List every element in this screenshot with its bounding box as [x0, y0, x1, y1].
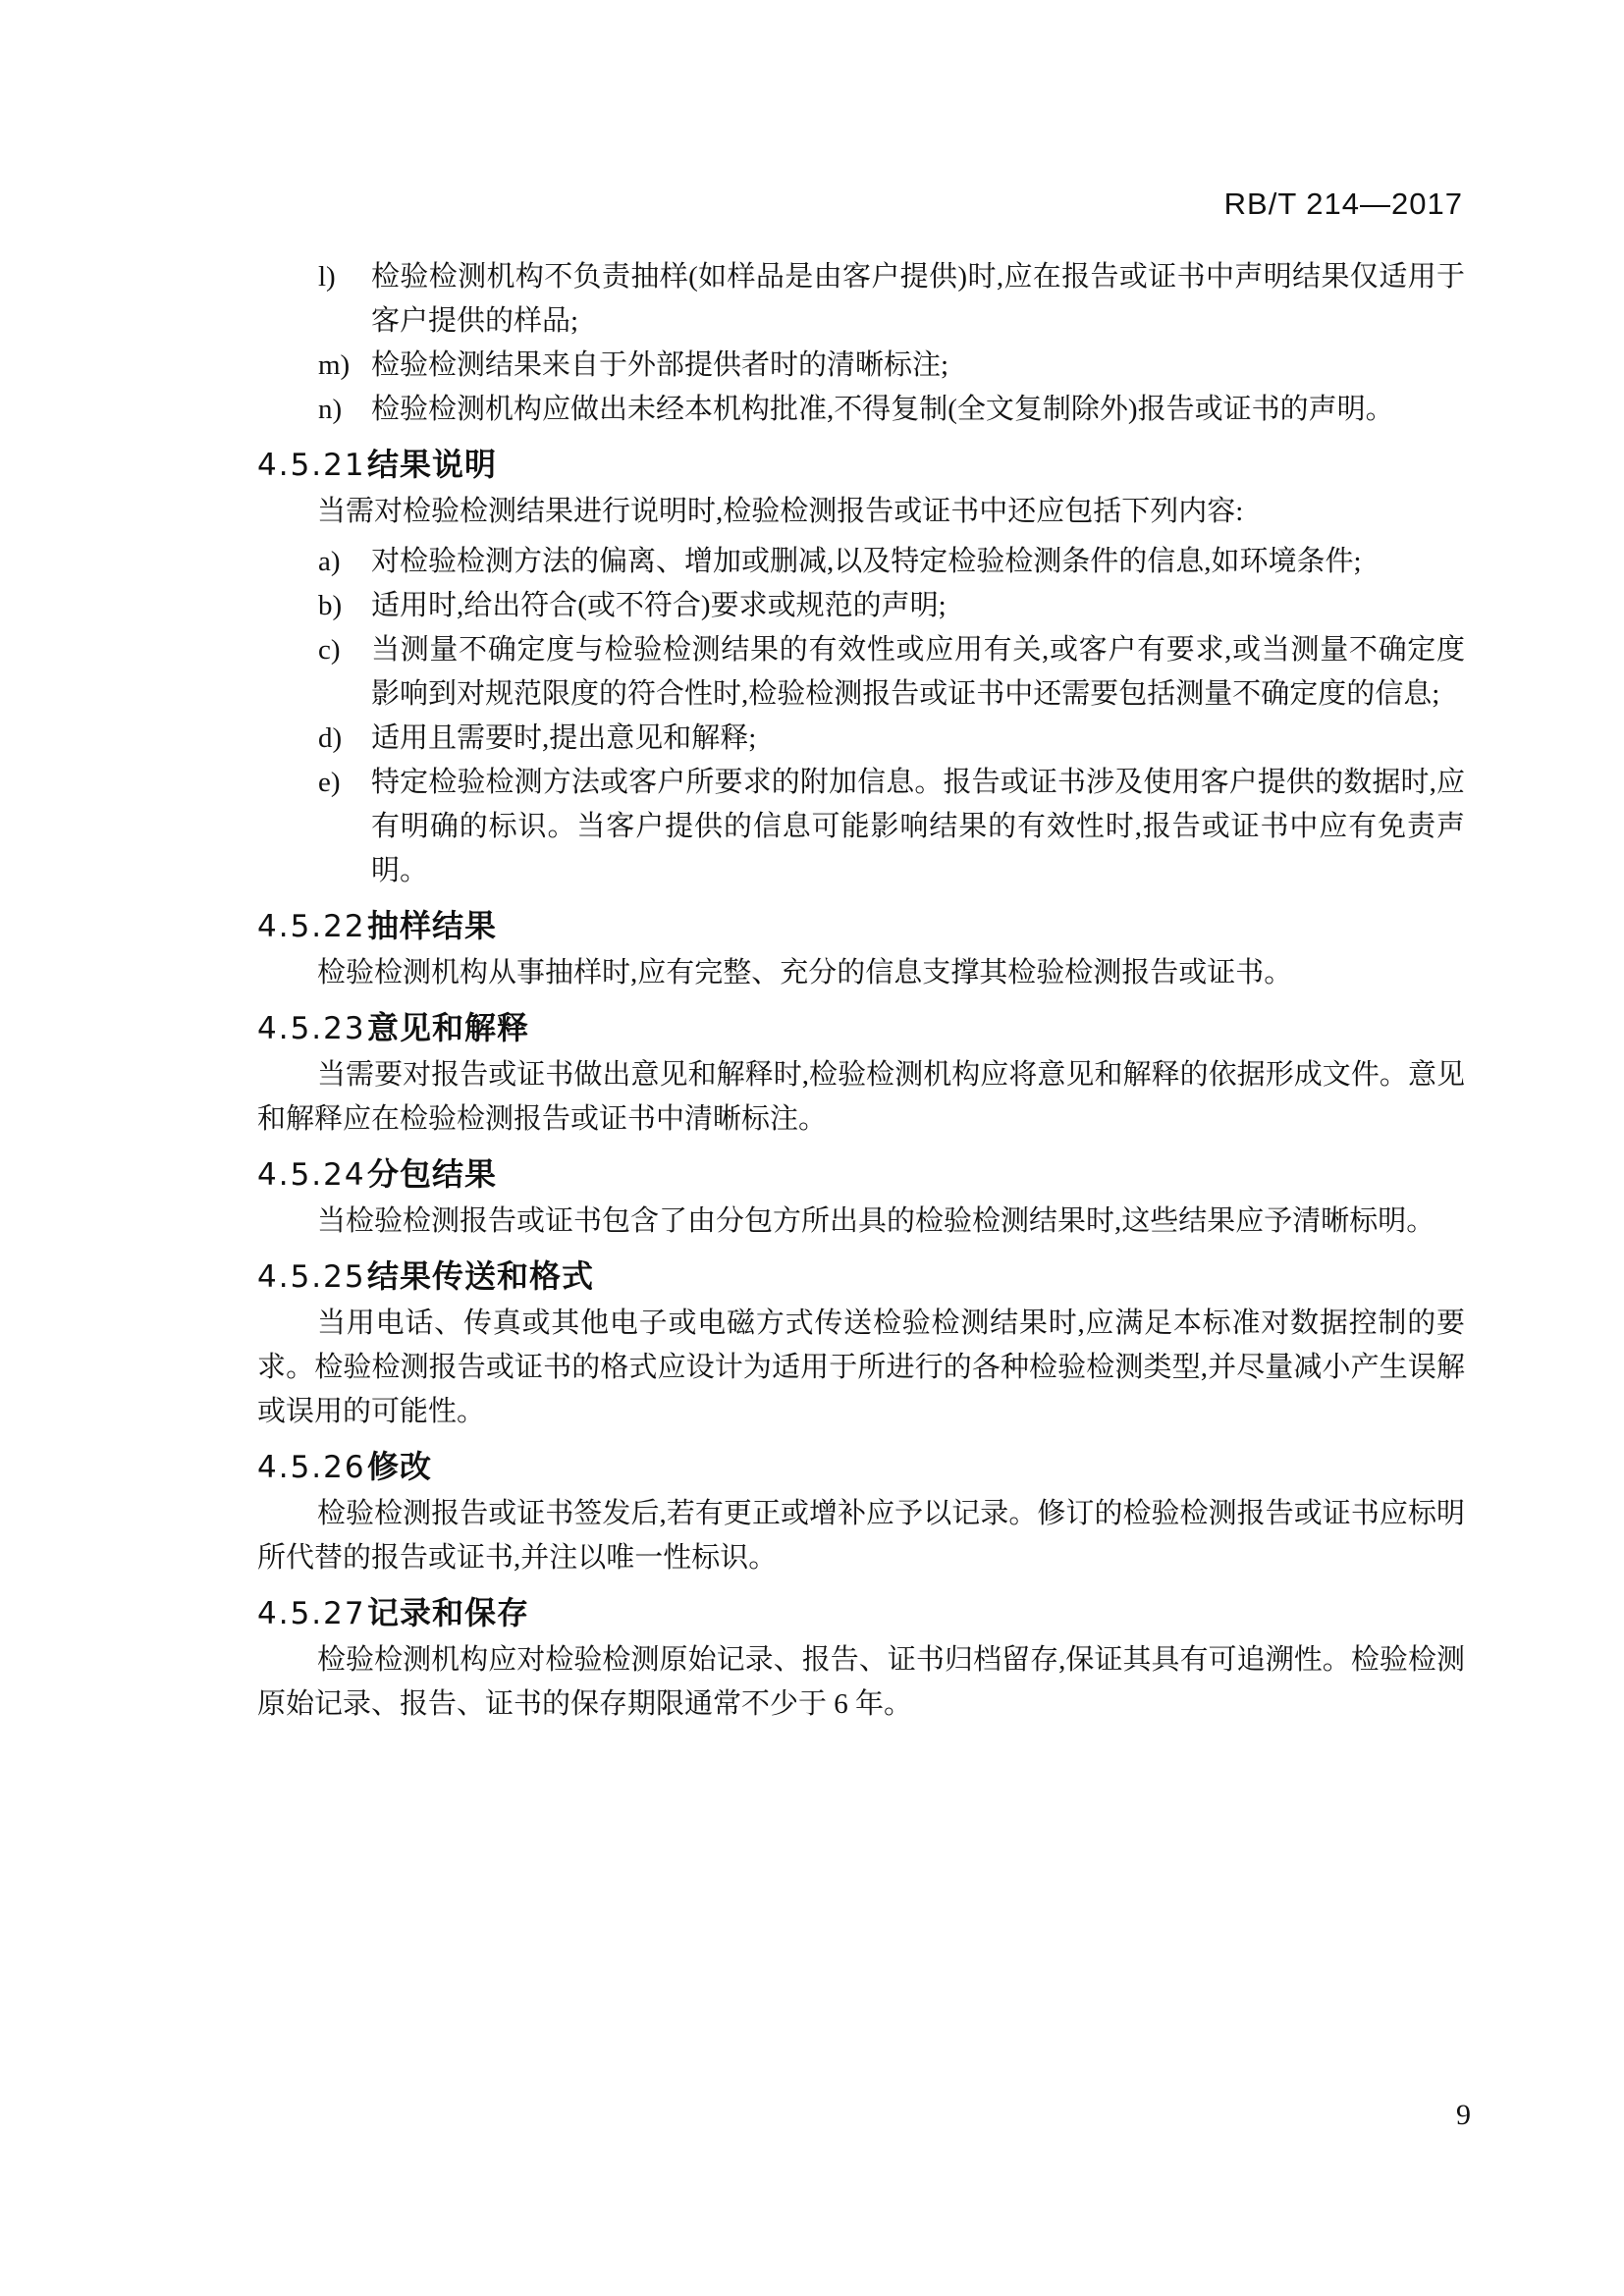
list-item-label: c) — [318, 634, 341, 666]
section-title: 记录和保存 — [367, 1594, 530, 1631]
section-paragraph: 当检验检测报告或证书包含了由分包方所出具的检验检测结果时,这些结果应予清晰标明。 — [317, 1205, 1435, 1237]
list-item-label: b) — [318, 590, 343, 621]
section-title: 结果传送和格式 — [367, 1257, 595, 1295]
section-heading — [257, 1152, 1465, 1198]
section-paragraph: 当需要对报告或证书做出意见和解释时,检验检测机构应将意见和解释的依据形成文件。意见和解释应在检验检测报告或证书中清晰标注。 — [257, 1059, 1465, 1135]
list-item — [257, 628, 1465, 717]
list-item-label: l) — [318, 261, 336, 293]
section-paragraph: 当用电话、传真或其他电子或电磁方式传送检验检测结果时,应满足本标准对数据控制的要求。检验检测报告或证书的格式应设计为适用于所进行的各种检验检测类型,并尽量减小产生误解或误用的可能性。 — [257, 1308, 1465, 1427]
list-item — [257, 344, 1465, 388]
section-heading — [257, 1445, 1465, 1490]
section-4-5-24 — [257, 1152, 1465, 1244]
section-4-5-22 — [257, 904, 1465, 995]
list-item-text: 适用时,给出符合(或不符合)要求或规范的声明; — [371, 590, 947, 621]
section-title: 修改 — [367, 1448, 433, 1485]
section-number: 4.5.22 — [257, 909, 366, 944]
section-paragraph: 检验检测机构从事抽样时,应有完整、充分的信息支撑其检验检测报告或证书。 — [317, 957, 1293, 988]
section-number: 4.5.24 — [257, 1157, 366, 1193]
section-heading — [257, 1591, 1465, 1636]
list-item-label: d) — [318, 722, 343, 754]
document-code-header: RB/T 214—2017 — [1223, 187, 1463, 221]
section-heading — [257, 904, 1465, 949]
section-number: 4.5.26 — [257, 1450, 366, 1485]
list-item-text: 特定检验检测方法或客户所要求的附加信息。报告或证书涉及使用客户提供的数据时,应有明确的标识。当客户提供的信息可能影响结果的有效性时,报告或证书中应有免责声明。 — [371, 767, 1465, 886]
list-item-text: 当测量不确定度与检验检测结果的有效性或应用有关,或客户有要求,或当测量不确定度影响到对规范限度的符合性时,检验检测报告或证书中还需要包括测量不确定度的信息; — [371, 634, 1465, 710]
section-4-5-23 — [257, 1006, 1465, 1142]
list-item — [257, 717, 1465, 761]
list-item-text: 对检验检测方法的偏离、增加或删减,以及特定检验检测条件的信息,如环境条件; — [371, 546, 1362, 577]
section-heading — [257, 1255, 1465, 1300]
list-item-text: 检验检测机构应做出未经本机构批准,不得复制(全文复制除外)报告或证书的声明。 — [371, 394, 1394, 425]
list-item — [257, 761, 1465, 893]
section-4-5-25 — [257, 1255, 1465, 1434]
section-paragraph: 当需对检验检测结果进行说明时,检验检测报告或证书中还应包括下列内容: — [317, 496, 1244, 527]
list-item — [257, 388, 1465, 432]
page-content — [257, 255, 1465, 1727]
section-title: 结果说明 — [367, 446, 498, 483]
list-item-label: n) — [318, 394, 343, 425]
list-item-text: 适用且需要时,提出意见和解释; — [371, 722, 757, 754]
list-item-label: m) — [318, 349, 351, 381]
section-4-5-21 — [257, 443, 1465, 893]
list-item-label: a) — [318, 546, 341, 577]
list-item — [257, 255, 1465, 344]
list-item-text: 检验检测机构不负责抽样(如样品是由客户提供)时,应在报告或证书中声明结果仅适用于客户提供的样品; — [371, 261, 1465, 337]
lettered-list-continued — [257, 255, 1465, 432]
list-item-text: 检验检测结果来自于外部提供者时的清晰标注; — [371, 349, 949, 381]
section-title: 抽样结果 — [367, 907, 498, 944]
section-number: 4.5.27 — [257, 1596, 366, 1631]
section-number: 4.5.25 — [257, 1259, 366, 1295]
section-title: 意见和解释 — [367, 1009, 530, 1046]
section-4-5-26 — [257, 1445, 1465, 1580]
list-item — [257, 584, 1465, 628]
list-item-label: e) — [318, 767, 341, 798]
section-4-5-27 — [257, 1591, 1465, 1727]
section-number: 4.5.23 — [257, 1011, 366, 1046]
page-number: 9 — [1456, 2099, 1471, 2131]
lettered-sub-list — [257, 540, 1465, 893]
section-paragraph: 检验检测报告或证书签发后,若有更正或增补应予以记录。修订的检验检测报告或证书应标明所代替的报告或证书,并注以唯一性标识。 — [257, 1498, 1465, 1574]
list-item — [257, 540, 1465, 584]
section-heading — [257, 443, 1465, 488]
section-heading — [257, 1006, 1465, 1051]
section-title: 分包结果 — [367, 1155, 498, 1193]
section-number: 4.5.21 — [257, 448, 366, 483]
section-paragraph: 检验检测机构应对检验检测原始记录、报告、证书归档留存,保证其具有可追溯性。检验检测原始记录、报告、证书的保存期限通常不少于 6 年。 — [257, 1644, 1465, 1720]
